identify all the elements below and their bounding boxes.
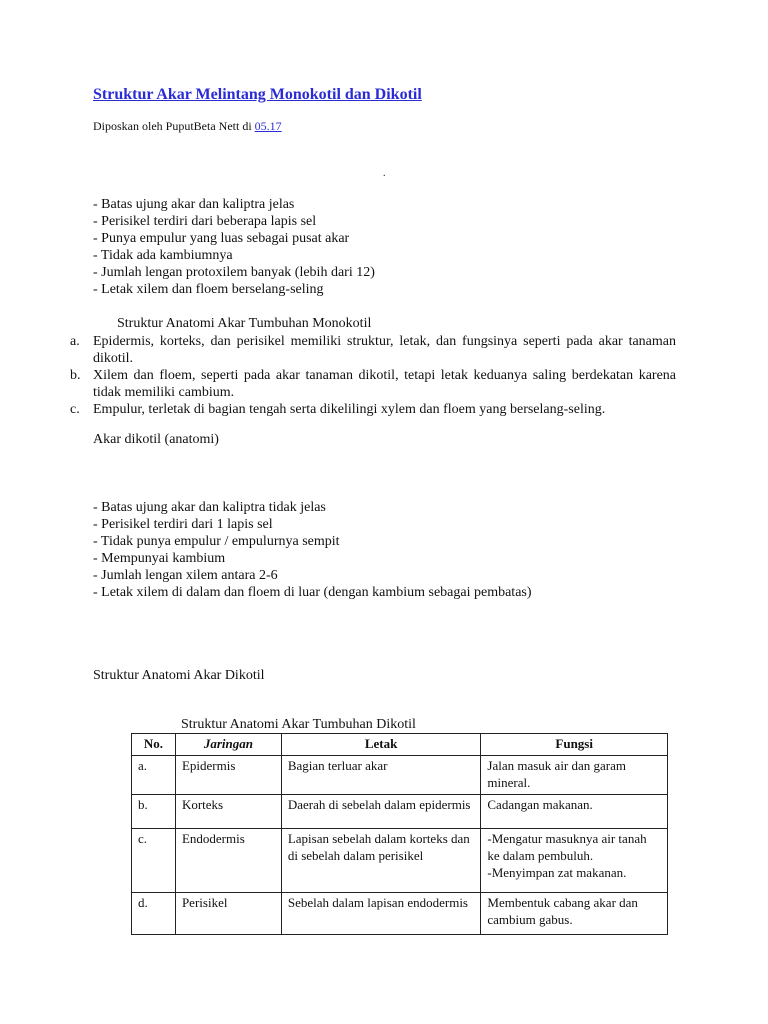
cell-no: a.	[132, 756, 176, 795]
cell-fungsi: Membentuk cabang akar dan cambium gabus.	[481, 893, 668, 935]
cell-no: c.	[132, 829, 176, 893]
list-item: - Punya empulur yang luas sebagai pusat akar	[93, 231, 350, 246]
list-marker: a.	[70, 334, 80, 349]
cell-letak: Daerah di sebelah dalam epidermis	[281, 795, 481, 829]
list-item: - Jumlah lengan protoxilem banyak (lebih dari 12)	[93, 265, 375, 280]
cell-jaringan: Korteks	[175, 795, 281, 829]
list-item: - Batas ujung akar dan kaliptra jelas	[93, 197, 295, 212]
monokotil-feature-list	[93, 196, 375, 298]
list-item: - Mempunyai kambium	[93, 551, 226, 566]
dikotil-heading: Struktur Anatomi Akar Dikotil	[93, 668, 265, 683]
cell-fungsi: -Mengatur masuknya air tanah ke dalam pembuluh. -Menyimpan zat makanan.	[481, 829, 668, 893]
table-header-row	[132, 734, 668, 756]
list-item: - Batas ujung akar dan kaliptra tidak jelas	[93, 500, 326, 515]
anatomy-table	[131, 733, 668, 935]
list-marker: b.	[70, 368, 81, 383]
separator-dot: .	[383, 168, 386, 179]
table-row	[132, 893, 668, 935]
cell-jaringan: Epidermis	[175, 756, 281, 795]
cell-fungsi: Cadangan makanan.	[481, 795, 668, 829]
cell-no: d.	[132, 893, 176, 935]
table-row	[132, 795, 668, 829]
cell-letak: Sebelah dalam lapisan endodermis	[281, 893, 481, 935]
list-text: Empulur, terletak di bagian tengah serta dikelilingi xylem dan floem yang berselang-seling.	[93, 402, 606, 417]
list-item	[70, 401, 676, 418]
monokotil-heading: Struktur Anatomi Akar Tumbuhan Monokotil	[117, 316, 372, 331]
list-item: - Letak xilem di dalam dan floem di luar (dengan kambium sebagai pembatas)	[93, 585, 532, 600]
cell-jaringan: Endodermis	[175, 829, 281, 893]
post-byline	[93, 119, 282, 134]
header-fungsi: Fungsi	[481, 734, 668, 756]
list-marker: c.	[70, 402, 80, 417]
cell-no: b.	[132, 795, 176, 829]
list-item: - Perisikel terdiri dari beberapa lapis sel	[93, 214, 317, 229]
list-item: - Perisikel terdiri dari 1 lapis sel	[93, 517, 273, 532]
byline-prefix: Diposkan oleh PuputBeta Nett di	[93, 119, 255, 133]
monokotil-point-list	[70, 333, 676, 418]
header-letak: Letak	[281, 734, 481, 756]
table-row	[132, 756, 668, 795]
cell-fungsi: Jalan masuk air dan garam mineral.	[481, 756, 668, 795]
list-item: - Jumlah lengan xilem antara 2-6	[93, 568, 278, 583]
table-row	[132, 829, 668, 893]
list-item	[70, 333, 676, 367]
table-caption: Struktur Anatomi Akar Tumbuhan Dikotil	[181, 717, 416, 732]
cell-letak: Lapisan sebelah dalam korteks dan di sebelah dalam perisikel	[281, 829, 481, 893]
list-text: Xilem dan floem, seperti pada akar tanaman dikotil, tetapi letak keduanya saling berdekatan karena tidak memiliki cambium.	[93, 368, 676, 400]
dikotil-feature-list	[93, 499, 532, 601]
dikotil-label: Akar dikotil (anatomi)	[93, 432, 219, 447]
header-jaringan: Jaringan	[175, 734, 281, 756]
cell-letak: Bagian terluar akar	[281, 756, 481, 795]
header-no: No.	[132, 734, 176, 756]
post-title-link[interactable]: Struktur Akar Melintang Monokotil dan Dikotil	[93, 86, 422, 103]
post-time-link[interactable]: 05.17	[254, 119, 282, 133]
list-item: - Tidak punya empulur / empulurnya sempit	[93, 534, 340, 549]
list-item: - Letak xilem dan floem berselang-seling	[93, 282, 324, 297]
cell-jaringan: Perisikel	[175, 893, 281, 935]
list-text: Epidermis, korteks, dan perisikel memiliki struktur, letak, dan fungsinya seperti pada akar tanaman dikotil.	[93, 334, 676, 366]
list-item	[70, 367, 676, 401]
list-item: - Tidak ada kambiumnya	[93, 248, 233, 263]
